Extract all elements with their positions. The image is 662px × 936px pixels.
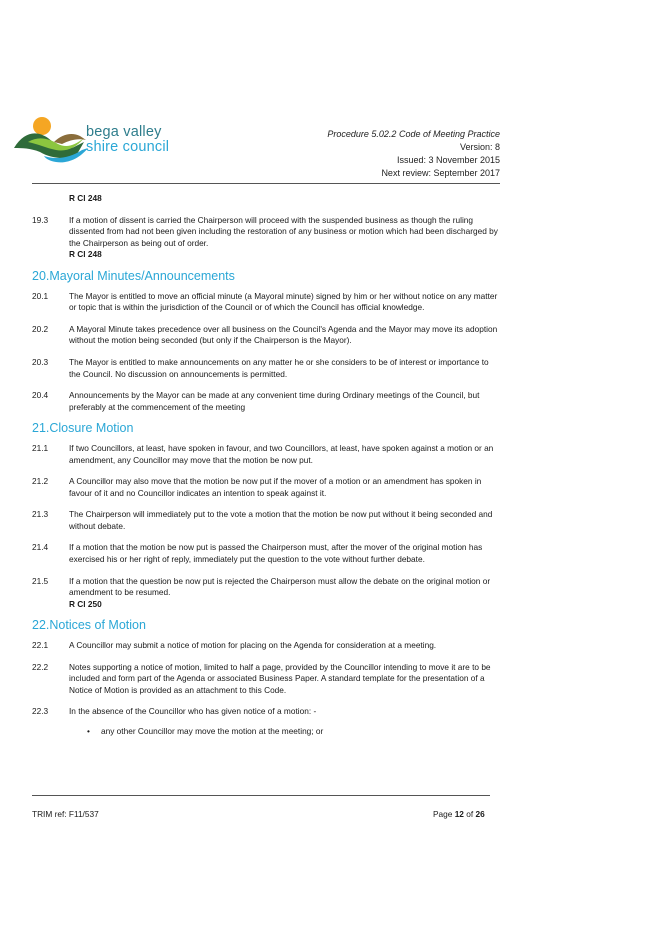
clause-number: 22.1 (32, 640, 49, 651)
bullet-text: any other Councillor may move the motion at the meeting; or (101, 726, 324, 736)
footer-rule (32, 795, 490, 796)
clause-21-4 (32, 542, 500, 565)
procedure-title: Procedure 5.02.2 Code of Meeting Practice (327, 129, 500, 139)
clause-number: 22.2 (32, 661, 49, 672)
clause-number: 19.3 (32, 214, 49, 225)
page-prefix: Page (433, 809, 455, 819)
clause-number: 20.1 (32, 290, 49, 301)
issued-date: Issued: 3 November 2015 (396, 155, 500, 165)
clause-text: If a motion that the question be now put is rejected the Chairperson must allow the debate on the original motion or amendment to be resumed. (69, 575, 491, 598)
version: Version: 8 (459, 142, 500, 152)
clause-text: If a motion of dissent is carried the Chairperson will proceed with the suspended business as though the ruling dissented from had not been given including the restoration of any business or motion which had been discharged by the Chairperson as being out of order. (69, 214, 498, 248)
clause-text: The Chairperson will immediately put to the vote a motion that the motion be now put without it being seconded and without debate. (69, 509, 493, 531)
section-heading-22: 22.Notices of Motion (32, 618, 146, 633)
clause-number: 20.2 (32, 323, 49, 334)
clause-text: Notes supporting a notice of motion, limited to half a page, provided by the Councillor intending to move it are to be included and form part of the Agenda or associated Business Paper. A standard template for the presentation of a Notice of Motion is provided as an attachment to this Code. (69, 661, 491, 695)
top-reference: R Cl 248 (69, 193, 102, 203)
bullet-item (87, 726, 500, 738)
document-header (327, 128, 500, 180)
logo-text-line2: shire council (86, 139, 170, 155)
clause-text: Announcements by the Mayor can be made at any convenient time during Ordinary meetings of the Council, but preferably at the commencement of the meeting (69, 390, 480, 412)
clause-20-4 (32, 390, 500, 413)
clause-number: 20.4 (32, 390, 49, 401)
clause-text: If a motion that the motion be now put is passed the Chairperson must, after the mover of the original motion has exercised his or her right of reply, immediately put the question to the vote without further debate. (69, 542, 483, 565)
clause-text: A Councillor may submit a notice of motion for placing on the Agenda for consideration at a meeting. (69, 640, 437, 651)
clause-20-1 (32, 291, 500, 314)
section-heading-20: 20.Mayoral Minutes/Announcements (32, 268, 235, 283)
clause-21-5 (32, 576, 500, 611)
logo-text-line1: bega valley (86, 124, 162, 140)
clause-number: 21.2 (32, 476, 49, 487)
clause-number: 21.3 (32, 509, 49, 520)
clause-22-2 (32, 662, 500, 697)
clause-21-3 (32, 509, 500, 532)
clause-text: A Mayoral Minute takes precedence over all business on the Council's Agenda and the Mayor may move its adoption without the motion being seconded (but only if the Chairperson is the Mayor). (69, 323, 498, 346)
clause-21-1 (32, 443, 500, 466)
page-of: of (463, 809, 476, 819)
logo-sun (33, 117, 51, 135)
logo-hill-brown (54, 134, 86, 144)
page-number (433, 809, 485, 819)
clause-number: 21.5 (32, 575, 49, 586)
total-pages: 26 (475, 809, 485, 819)
clause-number: 20.3 (32, 356, 49, 367)
bullet-icon: • (87, 726, 90, 736)
next-review: Next review: September 2017 (381, 168, 500, 178)
clause-22-3 (32, 706, 500, 718)
clause-20-3 (32, 357, 500, 380)
clause-number: 21.1 (32, 442, 49, 453)
clause-text: If two Councillors, at least, have spoken in favour, and two Councillors, at least, have spoken against a motion or an amendment, any Councillor may move that the motion be now put. (69, 442, 494, 465)
trim-reference: TRIM ref: F11/537 (32, 809, 99, 819)
header-rule (32, 183, 500, 184)
clause-text: A Councillor may also move that the motion be now put if the mover of a motion or an amendment has spoken in favour of it and no Councillor indicates an intention to speak against it. (69, 476, 482, 498)
clause-19-3 (32, 215, 500, 261)
clause-20-2 (32, 324, 500, 347)
clause-text: The Mayor is entitled to make announcements on any matter he or she considers to be of interest or importance to the Council. No discussion on announcements is permitted. (69, 356, 489, 379)
clause-number: 22.3 (32, 706, 49, 717)
document-body (32, 193, 500, 738)
clause-22-1 (32, 640, 500, 652)
clause-reference: R Cl 250 (69, 598, 102, 609)
clause-number: 21.4 (32, 542, 49, 553)
current-page: 12 (454, 809, 464, 819)
clause-text: In the absence of the Councillor who has given notice of a motion: - (69, 706, 317, 717)
clause-text: The Mayor is entitled to move an official minute (a Mayoral minute) signed by him or her without notice on any matter or topic that is within the jurisdiction of the Council or of which the Council has official knowledge. (69, 290, 498, 313)
clause-21-2 (32, 476, 500, 499)
section-heading-21: 21.Closure Motion (32, 421, 134, 436)
clause-reference: R Cl 248 (69, 249, 102, 260)
